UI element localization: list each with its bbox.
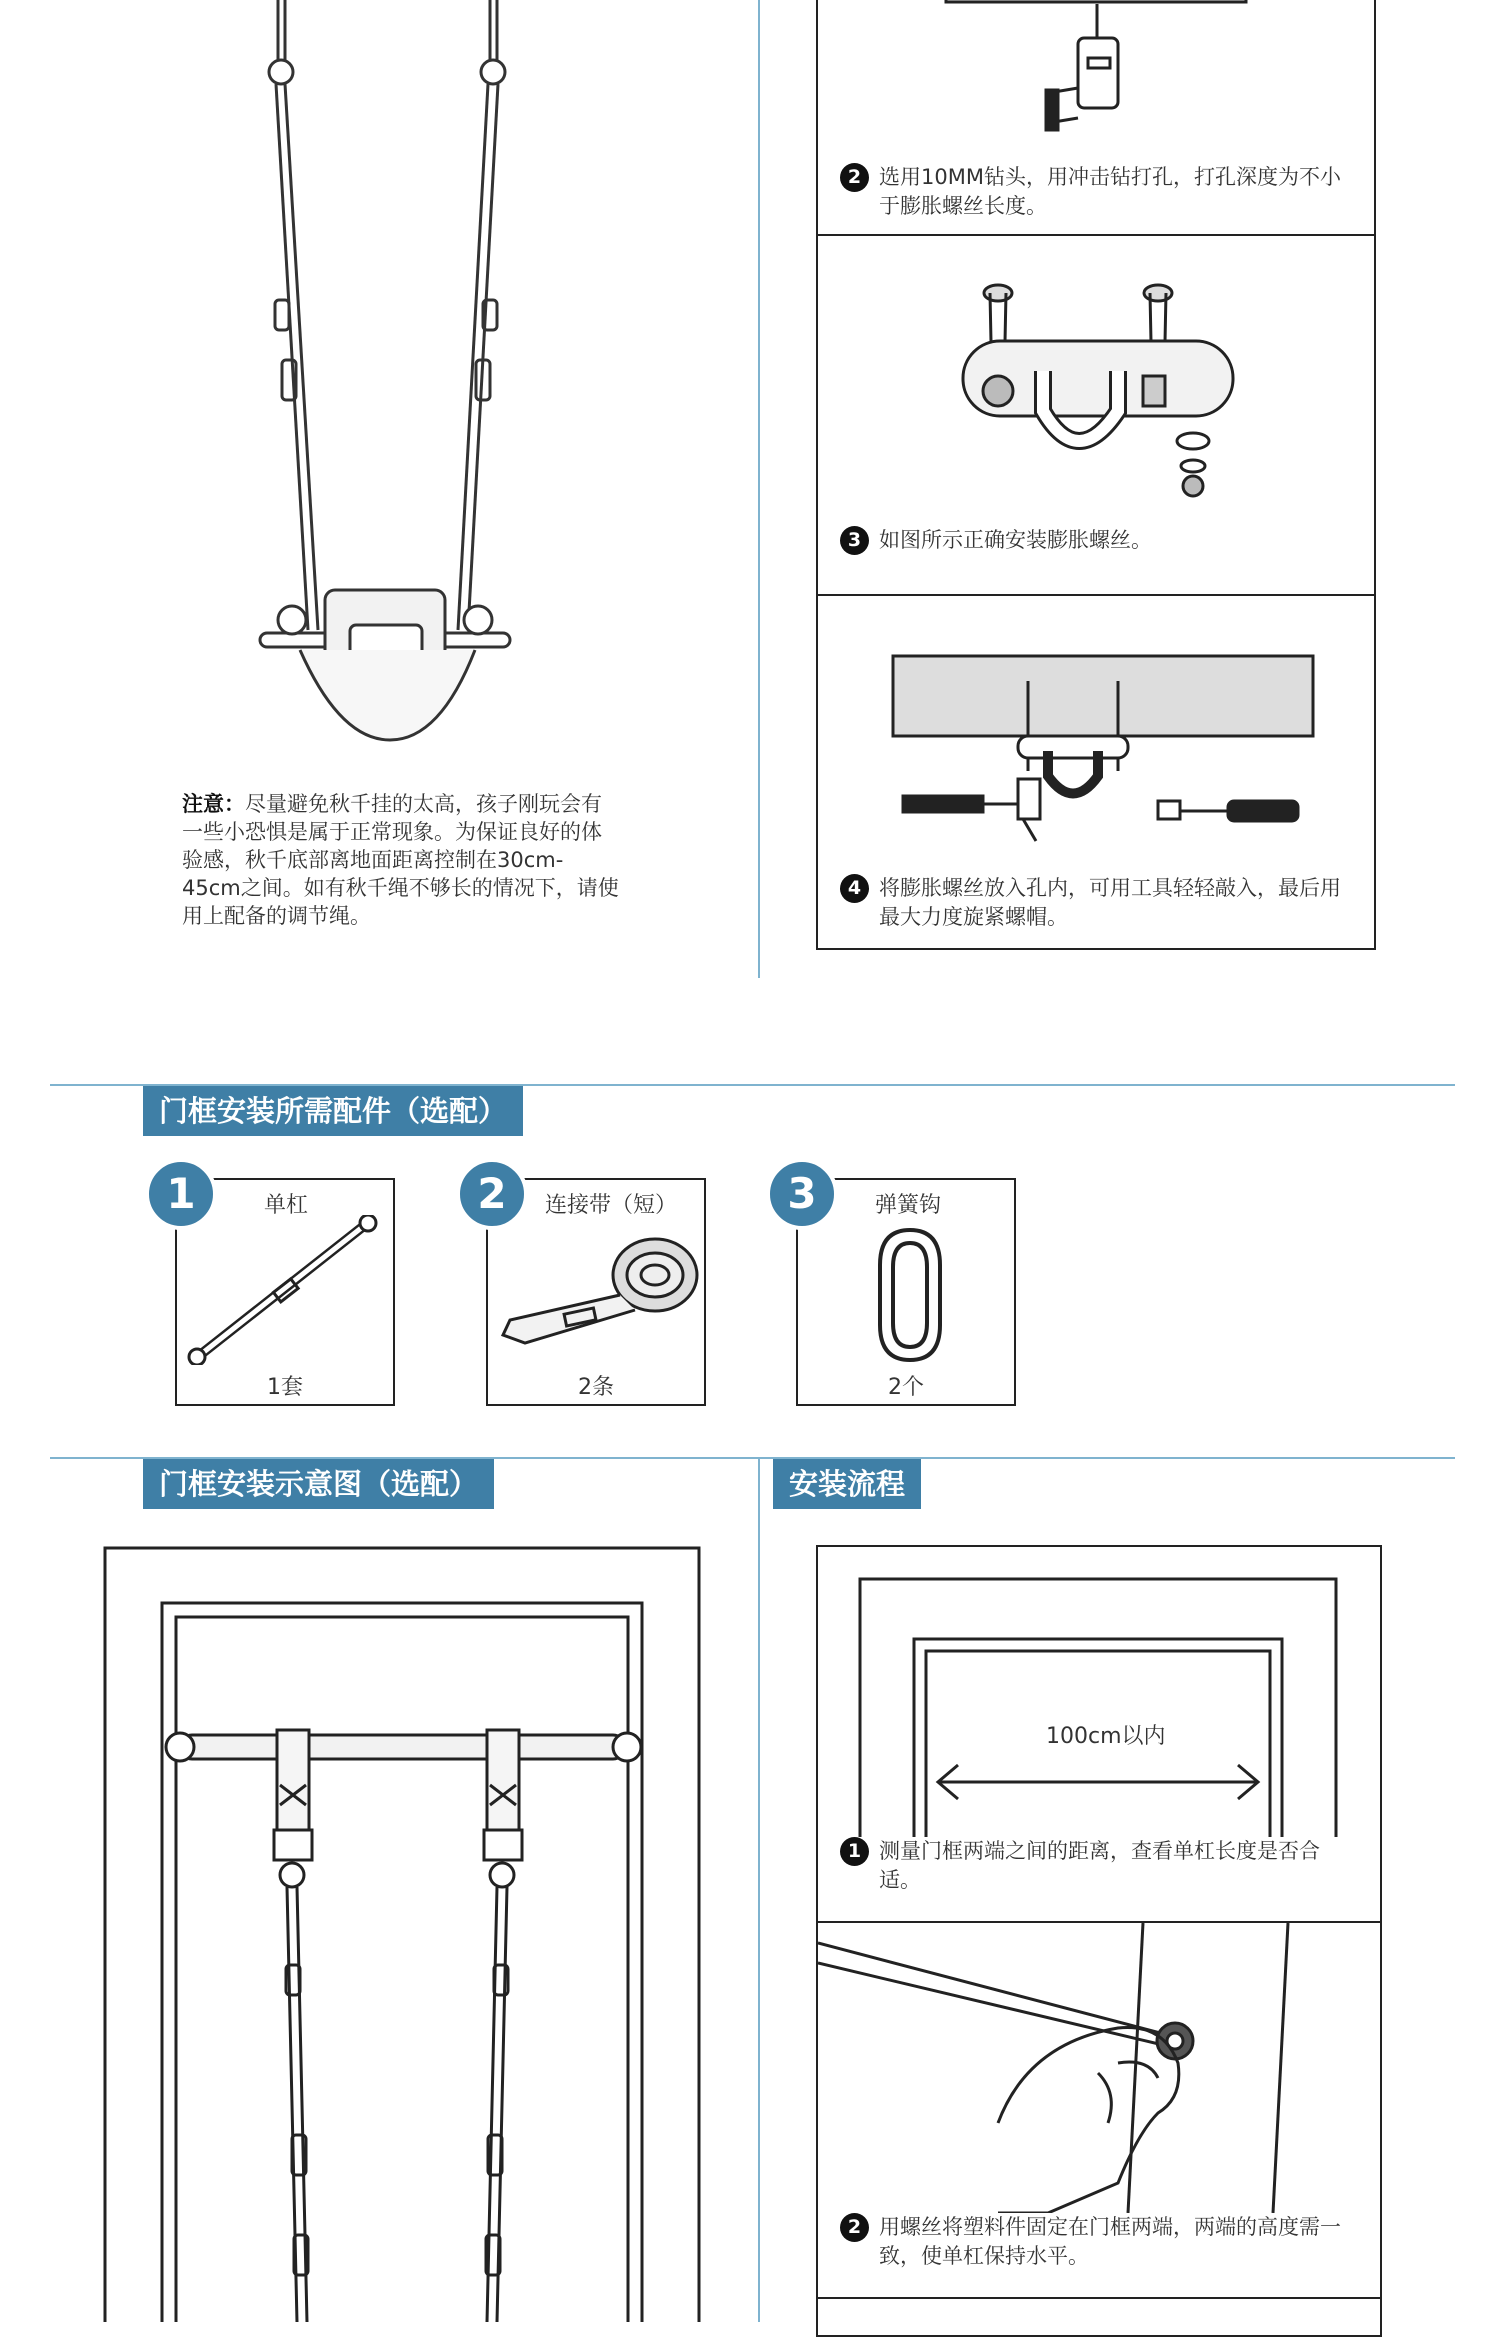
step-panel-bolts <box>816 234 1376 596</box>
step-text: 测量门框两端之间的距离，查看单杠长度是否合适。 <box>879 1839 1320 1892</box>
step-4 <box>840 874 1344 932</box>
note-label: 注意： <box>182 792 245 816</box>
accessory-qty: 2个 <box>888 1375 924 1400</box>
accessory-number: 1 <box>145 1158 217 1230</box>
step-2 <box>840 163 1344 221</box>
step-text: 选用10MM钻头，用冲击钻打孔，打孔深度为不小于膨胀螺丝长度。 <box>879 165 1341 218</box>
process-panel-measure <box>816 1545 1382 1923</box>
step-number: 2 <box>840 2213 869 2242</box>
door-frame-illustration <box>102 1545 702 2322</box>
pull-up-bar-icon <box>185 1215 385 1365</box>
process-panel-next <box>816 2297 1382 2337</box>
accessory-name: 弹簧钩 <box>875 1193 942 1218</box>
process-step-2 <box>840 2213 1344 2271</box>
accessory-number: 3 <box>766 1158 838 1230</box>
step-number: 2 <box>840 163 869 192</box>
top-divider <box>758 0 760 978</box>
accessory-qty: 2条 <box>578 1375 614 1400</box>
process-step-1 <box>840 1837 1344 1895</box>
step-number: 1 <box>840 1837 869 1866</box>
step-text: 如图所示正确安装膨胀螺丝。 <box>879 528 1152 552</box>
note-text: 尽量避免秋千挂的太高，孩子刚玩会有一些小恐惧是属于正常现象。为保证良好的体验感，秋千底部离地面距离控制在30cm-45cm之间。如有秋千绳不够长的情况下，请使用上配备的调节绳。 <box>182 792 619 928</box>
strap-icon <box>495 1225 705 1355</box>
accessories-title: 门框安装所需配件（选配） <box>143 1086 523 1136</box>
step-number: 3 <box>840 526 869 555</box>
carabiner-icon <box>870 1225 950 1365</box>
door-diagram-title: 门框安装示意图（选配） <box>143 1459 494 1509</box>
step-number: 4 <box>840 874 869 903</box>
step-3 <box>840 526 1344 555</box>
bottom-vertical-divider <box>758 1457 760 2322</box>
hammer-screwdriver-icon <box>888 651 1318 851</box>
process-title: 安装流程 <box>773 1459 921 1509</box>
process-panel-screw <box>816 1921 1382 2299</box>
distance-label: 100cm以内 <box>1046 1724 1166 1749</box>
step-panel-tighten <box>816 594 1376 950</box>
safety-note <box>182 790 622 930</box>
accessory-qty: 1套 <box>267 1375 303 1400</box>
step-text: 用螺丝将塑料件固定在门框两端，两端的高度需一致，使单杠保持水平。 <box>879 2215 1341 2268</box>
accessory-name: 单杠 <box>264 1193 309 1218</box>
accessory-name: 连接带（短） <box>545 1193 678 1218</box>
expansion-bolt-icon <box>958 281 1258 511</box>
screwdriver-hand-icon <box>818 1923 1380 2213</box>
swing-illustration <box>240 0 540 750</box>
step-text: 将膨胀螺丝放入孔内，可用工具轻轻敲入，最后用最大力度旋紧螺帽。 <box>879 876 1341 929</box>
accessory-number: 2 <box>456 1158 528 1230</box>
step-panel-drill <box>816 0 1376 236</box>
drill-icon <box>878 0 1308 148</box>
door-measure-icon <box>858 1567 1338 1867</box>
